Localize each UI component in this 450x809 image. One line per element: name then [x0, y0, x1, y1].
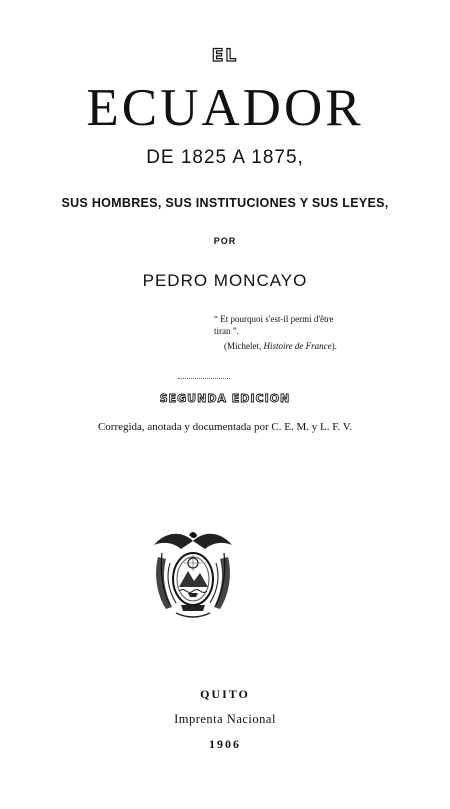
- imprint-year: 1906: [209, 737, 241, 751]
- by-label: POR: [213, 236, 237, 246]
- imprint-city: QUITO: [200, 687, 250, 701]
- imprint-press: Imprenta Nacional: [174, 712, 276, 726]
- edition-note: Corregida, anotada y documentada por C. E. M. y L. F. V.: [97, 421, 353, 433]
- title-article: EL: [211, 46, 239, 66]
- epigraph-source-end: ).: [331, 341, 337, 351]
- divider-rule: [178, 378, 230, 379]
- epigraph-line-2: tiran ”.: [214, 326, 239, 336]
- author-name: PEDRO MONCAYO: [142, 271, 308, 290]
- coat-of-arms-icon: [148, 523, 238, 623]
- edition-label: SEGUNDA EDICION: [159, 392, 291, 405]
- epigraph-line-1: “ Et pourquoi s'est-il permi d'être: [214, 314, 334, 324]
- epigraph-source-work: Histoire de France: [263, 341, 332, 351]
- book-title: ECUADOR: [86, 79, 364, 137]
- date-range: DE 1825 A 1875,: [146, 147, 304, 168]
- epigraph-source-author: (Michelet,: [224, 341, 262, 351]
- book-subtitle: SUS HOMBRES, SUS INSTITUCIONES Y SUS LEYES,: [61, 196, 389, 210]
- epigraph-source: [224, 340, 384, 352]
